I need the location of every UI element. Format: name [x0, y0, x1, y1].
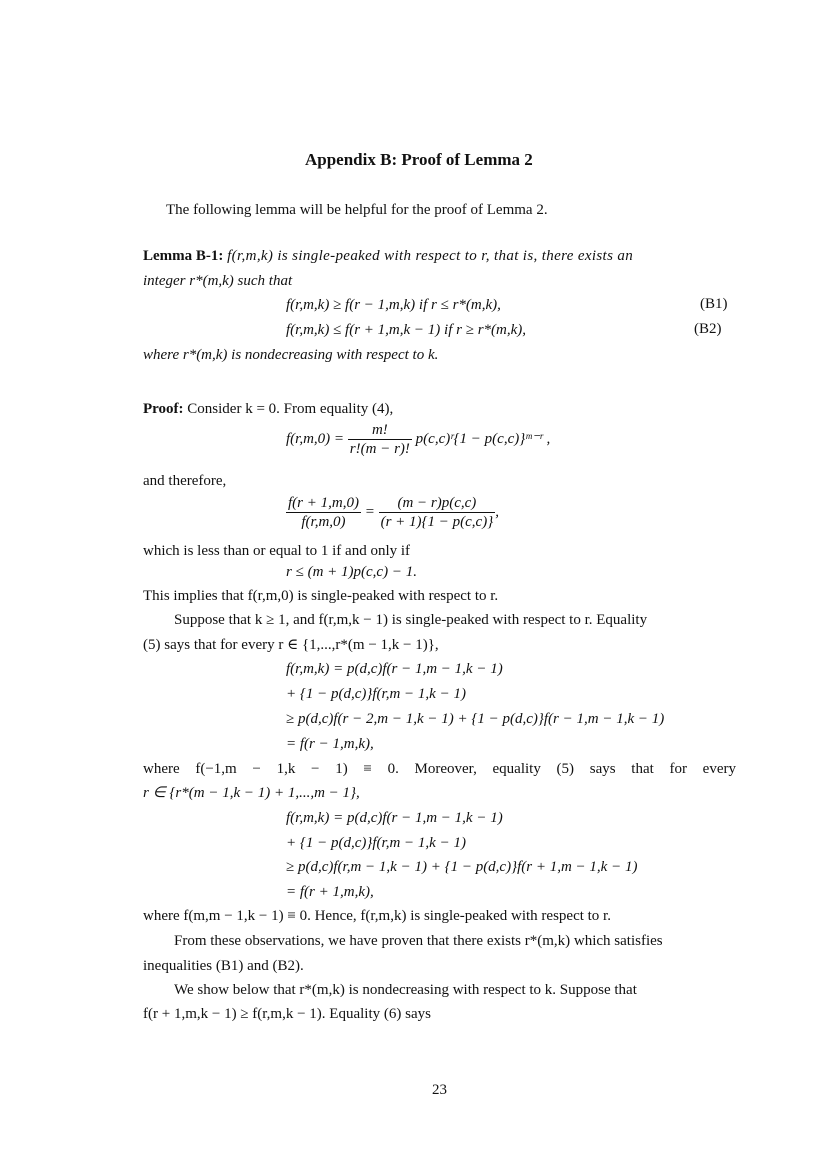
eq2-equals: =: [364, 503, 375, 520]
eq1-lhs: f(r,m,0) =: [286, 430, 345, 447]
eq1-denominator: r!(m − r)!: [349, 441, 410, 457]
eq1-rhs: p(c,c)ʳ{1 − p(c,c)}ᵐ⁻ʳ ,: [415, 430, 551, 447]
eq2-denominator-1: f(r,m,0): [301, 514, 346, 530]
align-a-line-4: = f(r − 1,m,k),: [286, 736, 374, 752]
proof-text-12: We show below that r*(m,k) is nondecreasing with respect to k. Suppose that: [174, 982, 637, 998]
proof-text-2: and therefore,: [143, 473, 227, 489]
page-number: 23: [432, 1082, 447, 1098]
proof-text-10: From these observations, we have proven that there exists r*(m,k) which satisfies: [174, 933, 663, 949]
eq2-numerator-1: f(r + 1,m,0): [288, 495, 359, 511]
align-b-line-3: ≥ p(d,c)f(r,m − 1,k − 1) + {1 − p(d,c)}f(r + 1,m − 1,k − 1): [286, 859, 638, 875]
intro-text: The following lemma will be helpful for the proof of Lemma 2.: [166, 202, 548, 218]
eq2-comma: ,: [495, 503, 499, 520]
proof-text-4: This implies that f(r,m,0) is single-peaked with respect to r.: [143, 588, 499, 604]
proof-text-1: Consider k = 0. From equality (4),: [187, 401, 394, 417]
align-b-line-1: f(r,m,k) = p(d,c)f(r − 1,m − 1,k − 1): [286, 810, 503, 826]
proof-text-11: inequalities (B1) and (B2).: [143, 958, 304, 974]
lemma-where: where r*(m,k) is nondecreasing with respect to k.: [143, 347, 439, 363]
inequality-b1: f(r,m,k) ≥ f(r − 1,m,k) if r ≤ r*(m,k),: [286, 297, 501, 313]
align-a-line-2: + {1 − p(d,c)}f(r,m − 1,k − 1): [286, 686, 466, 702]
lemma-statement-2: integer r*(m,k) such that: [143, 273, 293, 289]
proof-text-3: which is less than or equal to 1 if and only if: [143, 543, 411, 559]
equation-number-b2: (B2): [694, 321, 722, 337]
equation-condition: r ≤ (m + 1)p(c,c) − 1.: [286, 564, 417, 580]
align-a-line-1: f(r,m,k) = p(d,c)f(r − 1,m − 1,k − 1): [286, 661, 503, 677]
align-b-line-2: + {1 − p(d,c)}f(r,m − 1,k − 1): [286, 835, 466, 851]
proof-text-13: f(r + 1,m,k − 1) ≥ f(r,m,k − 1). Equality (6) says: [143, 1006, 431, 1022]
proof-text-9: where f(m,m − 1,k − 1) ≡ 0. Hence, f(r,m,k) is single-peaked with respect to r.: [143, 908, 611, 924]
proof-line-1: [143, 400, 393, 418]
equation-ratio: [286, 494, 499, 531]
equation-number-b1: (B1): [700, 296, 728, 312]
lemma-line-1: [143, 247, 633, 265]
align-b-line-4: = f(r + 1,m,k),: [286, 884, 374, 900]
proof-text-8: r ∈ {r*(m − 1,k − 1) + 1,...,m − 1},: [143, 785, 360, 801]
lemma-label: Lemma B-1:: [143, 248, 224, 264]
proof-text-6: (5) says that for every r ∈ {1,...,r*(m − 1,k − 1)},: [143, 637, 439, 653]
lemma-statement-1: f(r,m,k) is single-peaked with respect to r, that is, there exists an: [227, 248, 634, 264]
inequality-b2: f(r,m,k) ≤ f(r + 1,m,k − 1) if r ≥ r*(m,k),: [286, 322, 527, 338]
proof-label: Proof:: [143, 401, 184, 417]
proof-text-7: where f(−1,m − 1,k − 1) ≡ 0. Moreover, equality (5) says that for every: [143, 761, 736, 777]
eq1-numerator: m!: [348, 421, 412, 440]
eq2-denominator-2: (r + 1){1 − p(c,c)}: [380, 514, 494, 530]
page-title: Appendix B: Proof of Lemma 2: [305, 150, 533, 169]
align-a-line-3: ≥ p(d,c)f(r − 2,m − 1,k − 1) + {1 − p(d,c)}f(r − 1,m − 1,k − 1): [286, 711, 665, 727]
eq2-numerator-2: (m − r)p(c,c): [379, 494, 496, 513]
proof-text-5: Suppose that k ≥ 1, and f(r,m,k − 1) is single-peaked with respect to r. Equality: [174, 612, 648, 628]
equation-binomial: [286, 421, 550, 458]
